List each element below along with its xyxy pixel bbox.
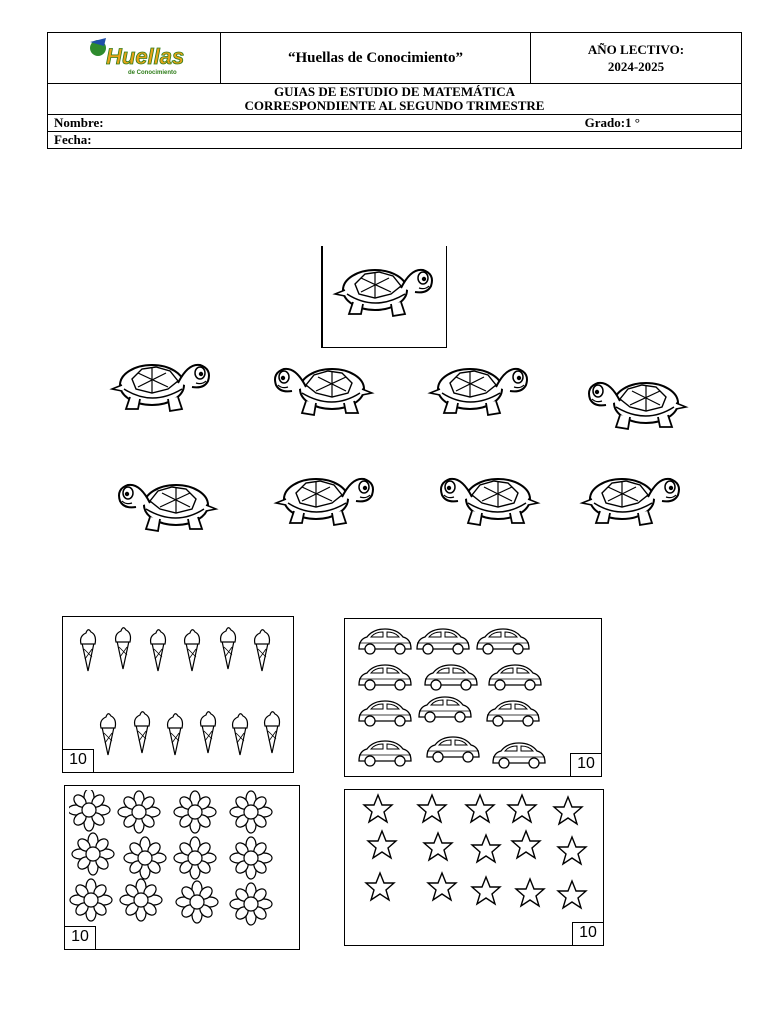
name-label: Nombre: xyxy=(54,115,104,130)
date-row xyxy=(48,132,742,149)
ice-cream-count: 10 xyxy=(62,749,94,773)
logo-subtext: de Conocimiento xyxy=(128,70,177,76)
star-box xyxy=(344,789,604,946)
school-title: “Huellas de Conocimiento” xyxy=(221,33,531,84)
year-cell xyxy=(531,33,742,84)
car-box xyxy=(344,618,602,777)
date-label: Fecha: xyxy=(54,132,92,147)
year-value: 2024-2025 xyxy=(607,59,665,74)
turtle-3 xyxy=(426,356,536,426)
year-label: AÑO LECTIVO: xyxy=(587,42,685,57)
ice-cream-box xyxy=(62,616,294,773)
reference-turtle-frame xyxy=(321,246,447,348)
logo-cell xyxy=(48,33,221,84)
name-row xyxy=(48,115,742,132)
turtle-6 xyxy=(272,466,382,536)
car-count: 10 xyxy=(570,753,602,777)
guide-title xyxy=(48,84,742,115)
header-table xyxy=(47,32,742,149)
turtle-5 xyxy=(110,472,220,542)
logo-text: Huellas xyxy=(106,44,184,69)
flower-box xyxy=(64,785,300,950)
car-items xyxy=(355,625,555,775)
star-count: 10 xyxy=(572,922,604,946)
star-items xyxy=(361,792,591,922)
turtle-4 xyxy=(580,370,690,440)
turtle-2 xyxy=(266,356,376,426)
school-logo xyxy=(84,34,184,78)
flower-count: 10 xyxy=(64,926,96,950)
guide-line-1: GUIAS DE ESTUDIO DE MATEMÁTICA xyxy=(273,84,515,99)
turtle-8 xyxy=(578,466,688,536)
turtle-7 xyxy=(432,466,542,536)
guide-line-2: CORRESPONDIENTE AL SEGUNDO TRIMESTRE xyxy=(244,98,545,113)
flower-items xyxy=(69,790,295,930)
turtle-1 xyxy=(108,352,218,422)
grade-label: Grado:1 ° xyxy=(584,115,640,130)
ice-cream-items xyxy=(71,623,287,763)
reference-turtle-image xyxy=(331,252,441,332)
